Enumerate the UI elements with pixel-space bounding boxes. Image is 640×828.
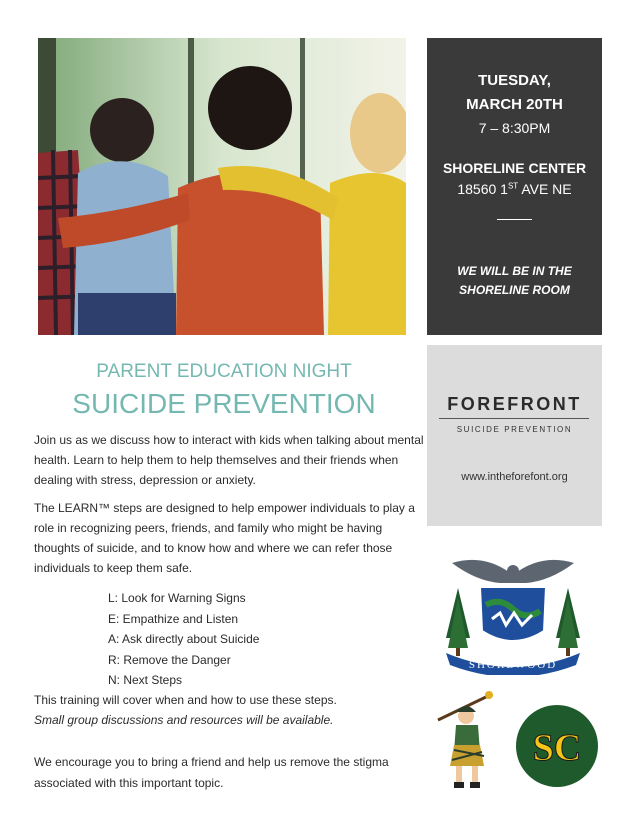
step-item: A: Ask directly about Suicide [108, 632, 260, 647]
sc-school-logo [515, 704, 599, 788]
heading-subtitle: PARENT EDUCATION NIGHT [96, 361, 352, 382]
resources-note: Small group discussions and resources will be available. [34, 713, 334, 727]
event-time: 7 – 8:30PM [478, 120, 551, 136]
people-illustration [38, 38, 406, 335]
learn-paragraph: The LEARN™ steps are designed to help empower individuals to play a role in recognizing peers, friends, and family who might be having thoughts of suicide, and to know how and where we can refer those individuals to keep them safe. [34, 501, 415, 575]
address-suffix: ST [507, 181, 519, 191]
sc-text: SC [532, 727, 582, 769]
forefront-box [427, 345, 602, 526]
event-address [427, 181, 602, 197]
step-item: L: Look for Warning Signs [108, 591, 246, 605]
heading-title: SUICIDE PREVENTION [72, 388, 376, 419]
divider [497, 219, 532, 220]
event-details-box [427, 38, 602, 335]
address-street: AVE NE [518, 181, 572, 197]
shorewood-crest-logo [440, 553, 586, 675]
highlander-mascot-icon [436, 690, 498, 790]
shorewood-text: SHOREWOOD [468, 659, 558, 671]
step-item: E: Empathize and Listen [108, 611, 239, 626]
learn-steps-list [108, 588, 259, 691]
event-day: TUESDAY, [478, 72, 551, 89]
hero-photo [38, 38, 406, 335]
closing-paragraph: We encourage you to bring a friend and help us remove the stigma associated with this important topic. [34, 755, 389, 790]
step-item: N: Next Steps [108, 673, 183, 688]
event-date: MARCH 20TH [466, 96, 563, 113]
forefront-subtitle: SUICIDE PREVENTION [456, 425, 573, 434]
forefront-logo: FOREFRONT [447, 394, 582, 414]
forefront-url[interactable]: www.intheforefont.org [461, 471, 568, 483]
room-note [437, 262, 592, 300]
room-note-line-1: WE WILL BE IN THE [457, 264, 572, 278]
room-note-line-2: SHORELINE ROOM [459, 283, 570, 297]
forefront-underline [439, 418, 589, 419]
step-item: R: Remove the Danger [108, 652, 231, 667]
address-number: 18560 1 [457, 181, 508, 197]
event-venue: SHORELINE CENTER [442, 160, 587, 176]
intro-paragraph: Join us as we discuss how to interact with kids when talking about mental health. Learn to help them to help themselves and their friends when dealing with stress, depression or anxiety. [34, 433, 424, 487]
training-note: This training will cover when and how to use these steps. [34, 693, 337, 707]
